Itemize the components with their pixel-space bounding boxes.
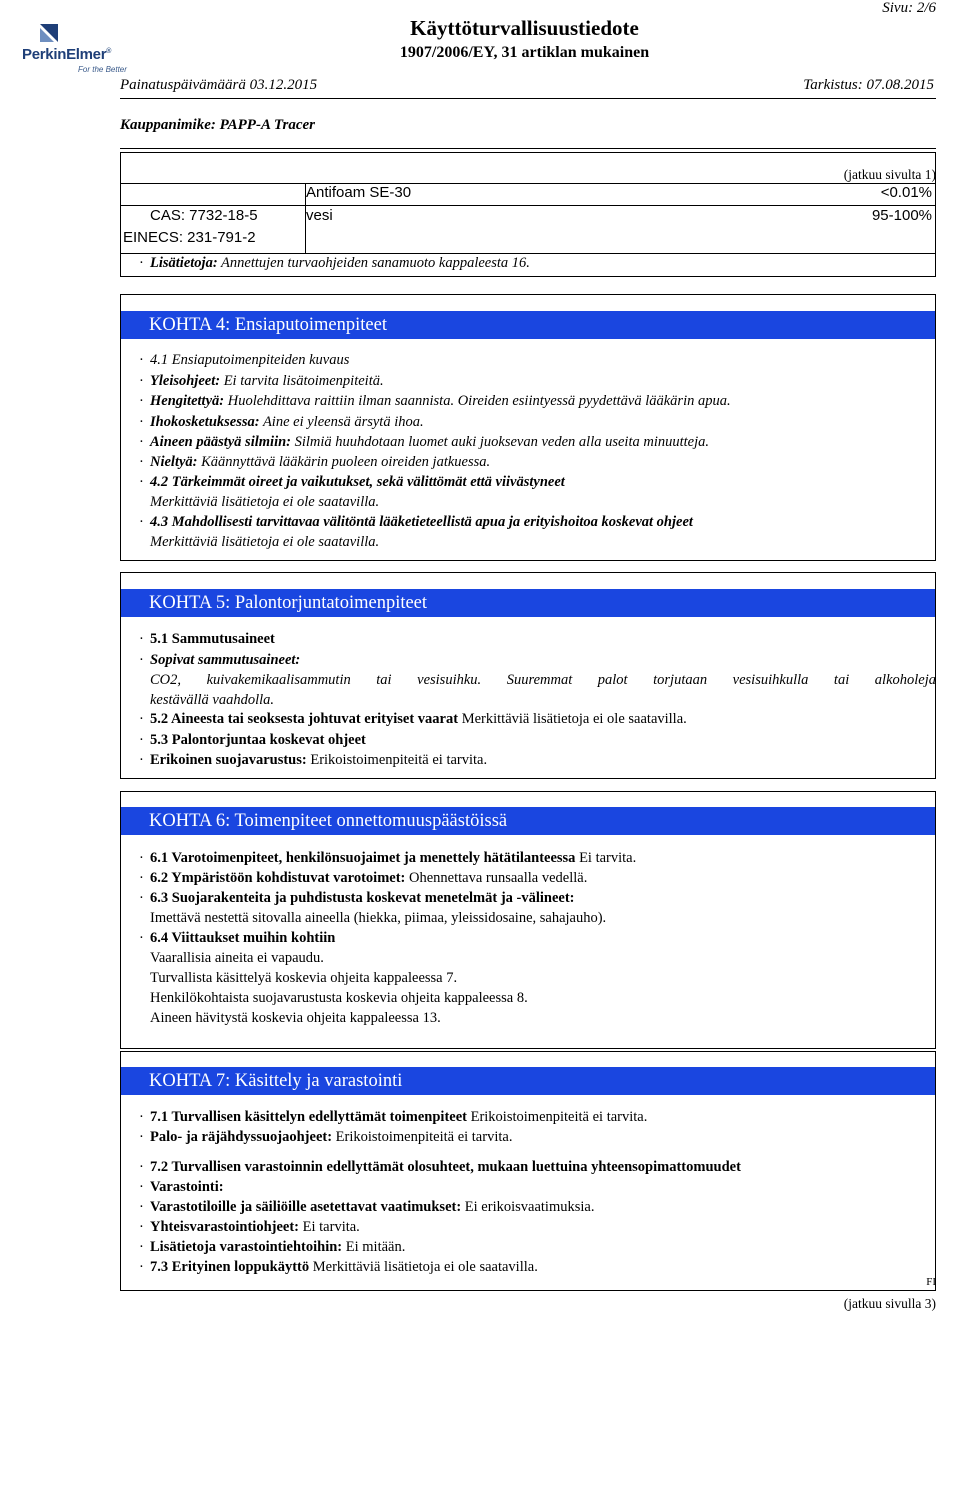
section-6-heading: KOHTA 6: Toimenpiteet onnettomuuspäästöissä xyxy=(121,807,935,835)
section-5-line: · 5.1 Sammutusaineet xyxy=(139,631,275,647)
section-7-line: · Varastotiloille ja säiliöille asetettavat vaatimukset: Ei erikoisvaatimuksia. xyxy=(139,1199,595,1215)
language-code: FI xyxy=(926,1276,936,1288)
logo-wordmark: PerkinElmer® xyxy=(22,46,112,63)
section-7-line: · 7.2 Turvallisen varastoinnin edellyttämät olosuhteet, mukaan luettuina yhteensopimattomuudet xyxy=(139,1159,741,1175)
composition-table-top-border xyxy=(120,183,936,184)
section-6-line: · 6.4 Viittaukset muihin kohtiin xyxy=(139,930,336,946)
section-4-line: Merkittäviä lisätietoja ei ole saatavilla. xyxy=(150,494,380,510)
composition-table-row-divider xyxy=(120,205,936,206)
cas-number: CAS: 7732-18-5 xyxy=(150,207,258,224)
trade-name: Kauppanimike: PAPP-A Tracer xyxy=(120,117,315,133)
trade-divider xyxy=(120,148,936,149)
section-4-line: · Hengitettyä: Huolehdittava raittiin ilman saannista. Oireiden esiintyessä pyydettävä lääkärin apua. xyxy=(139,393,731,409)
revision-date: Tarkistus: 07.08.2015 xyxy=(803,77,934,93)
composition-table-left-border xyxy=(120,183,121,253)
section-6-line: Turvallista käsittelyä koskevia ohjeita kappaleessa 7. xyxy=(150,970,458,986)
section-4-line: Merkittäviä lisätietoja ei ole saatavilla. xyxy=(150,534,380,550)
section-7-line: · Yhteisvarastointiohjeet: Ei tarvita. xyxy=(139,1219,360,1235)
section-6-line: Henkilökohtaista suojavarustusta koskevia ohjeita kappaleessa 8. xyxy=(150,990,528,1006)
section-6-line: · 6.1 Varotoimenpiteet, henkilönsuojaimet ja menettely hätätilanteessa Ei tarvita. xyxy=(139,850,637,866)
section-6-line: Imettävä nestettä sitovalla aineella (hiekka, piimaa, yleissidosaine, sahajauho). xyxy=(150,910,607,926)
section-4-line: · Nieltyä: Käännyttävä lääkärin puoleen oireiden jatkuessa. xyxy=(139,454,491,470)
section-5-heading: KOHTA 5: Palontorjuntatoimenpiteet xyxy=(121,589,935,617)
print-date: Painatuspäivämäärä 03.12.2015 xyxy=(120,77,318,93)
section-5-line: · Sopivat sammutusaineet: xyxy=(139,652,301,668)
section-7-line: · Lisätietoja varastointiehtoihin: Ei mitään. xyxy=(139,1239,406,1255)
section-5-line: · 5.3 Palontorjuntaa koskevat ohjeet xyxy=(139,732,366,748)
component-concentration: <0.01% xyxy=(880,184,932,201)
section-7-heading: KOHTA 7: Käsittely ja varastointi xyxy=(121,1067,935,1095)
section-7-line: · 7.3 Erityinen loppukäyttö Merkittäviä lisätietoja ei ole saatavilla. xyxy=(139,1259,538,1275)
section-5-line: CO2, kuivakemikaalisammutin tai vesisuihku. Suuremmat palot torjutaan vesisuihkulla tai alkoholeja xyxy=(150,672,936,688)
section-4-line: · 4.3 Mahdollisesti tarvittavaa välitöntä lääketieteellistä apua ja erityishoitoa koskevat ohjeet xyxy=(139,514,693,530)
section-4-line: · 4.1 Ensiaputoimenpiteiden kuvaus xyxy=(139,352,350,368)
section-6-line: · 6.2 Ympäristöön kohdistuvat varotoimet: Ohennettava runsaalla vedellä. xyxy=(139,870,588,886)
section-4-line: · Aineen päästyä silmiin: Silmiä huuhdotaan luomet auki juoksevan veden alla useita minuutteja. xyxy=(139,434,710,450)
section-7-line: · Varastointi: xyxy=(139,1179,224,1195)
section-4-line: · Ihokosketuksessa: Aine ei yleensä ärsytä ihoa. xyxy=(139,414,424,430)
section-6-line: Vaarallisia aineita ei vapaudu. xyxy=(150,950,324,966)
section-4-line: · Yleisohjeet: Ei tarvita lisätoimenpiteitä. xyxy=(139,373,384,389)
component-concentration: 95-100% xyxy=(871,207,932,224)
section-4-line: · 4.2 Tärkeimmät oireet ja vaikutukset, sekä välittömät että viivästyneet xyxy=(139,474,565,490)
section-4-heading: KOHTA 4: Ensiaputoimenpiteet xyxy=(121,311,935,339)
document-subtitle: 1907/2006/EY, 31 artiklan mukainen xyxy=(399,44,650,61)
logo-tagline: For the Better xyxy=(78,65,127,74)
composition-table-bottom-border xyxy=(120,253,936,254)
component-name: vesi xyxy=(306,207,333,224)
continued-to-label: (jatkuu sivulla 3) xyxy=(843,1296,936,1311)
section-6-line: · 6.3 Suojarakenteita ja puhdistusta koskevat menetelmät ja -välineet: xyxy=(139,890,575,906)
section-7-line: · 7.1 Turvallisen käsittelyn edellyttämät toimenpiteet Erikoistoimenpiteitä ei tarvita. xyxy=(139,1109,648,1125)
page-number: Sivu: 2/6 xyxy=(882,0,936,16)
component-name: Antifoam SE-30 xyxy=(306,184,412,201)
composition-info: · Lisätietoja: Annettujen turvaohjeiden sanamuoto kappaleesta 16. xyxy=(139,255,530,271)
section-5-line: · Erikoinen suojavarustus: Erikoistoimenpiteitä ei tarvita. xyxy=(139,752,488,768)
document-title: Käyttöturvallisuustiedote xyxy=(410,16,639,40)
continued-from-label: (jatkuu sivulta 1) xyxy=(843,167,936,182)
einecs-number: EINECS: 231-791-2 xyxy=(123,229,256,246)
header-divider xyxy=(120,98,936,99)
section-7-line: · Palo- ja räjähdyssuojaohjeet: Erikoistoimenpiteitä ei tarvita. xyxy=(139,1129,513,1145)
section-6-line: Aineen hävitystä koskevia ohjeita kappaleessa 13. xyxy=(150,1010,441,1026)
section-5-line: kestävällä vaahdolla. xyxy=(150,692,275,708)
section-5-line: · 5.2 Aineesta tai seoksesta johtuvat erityiset vaarat Merkittäviä lisätietoja ei ole saatavilla. xyxy=(139,711,687,727)
